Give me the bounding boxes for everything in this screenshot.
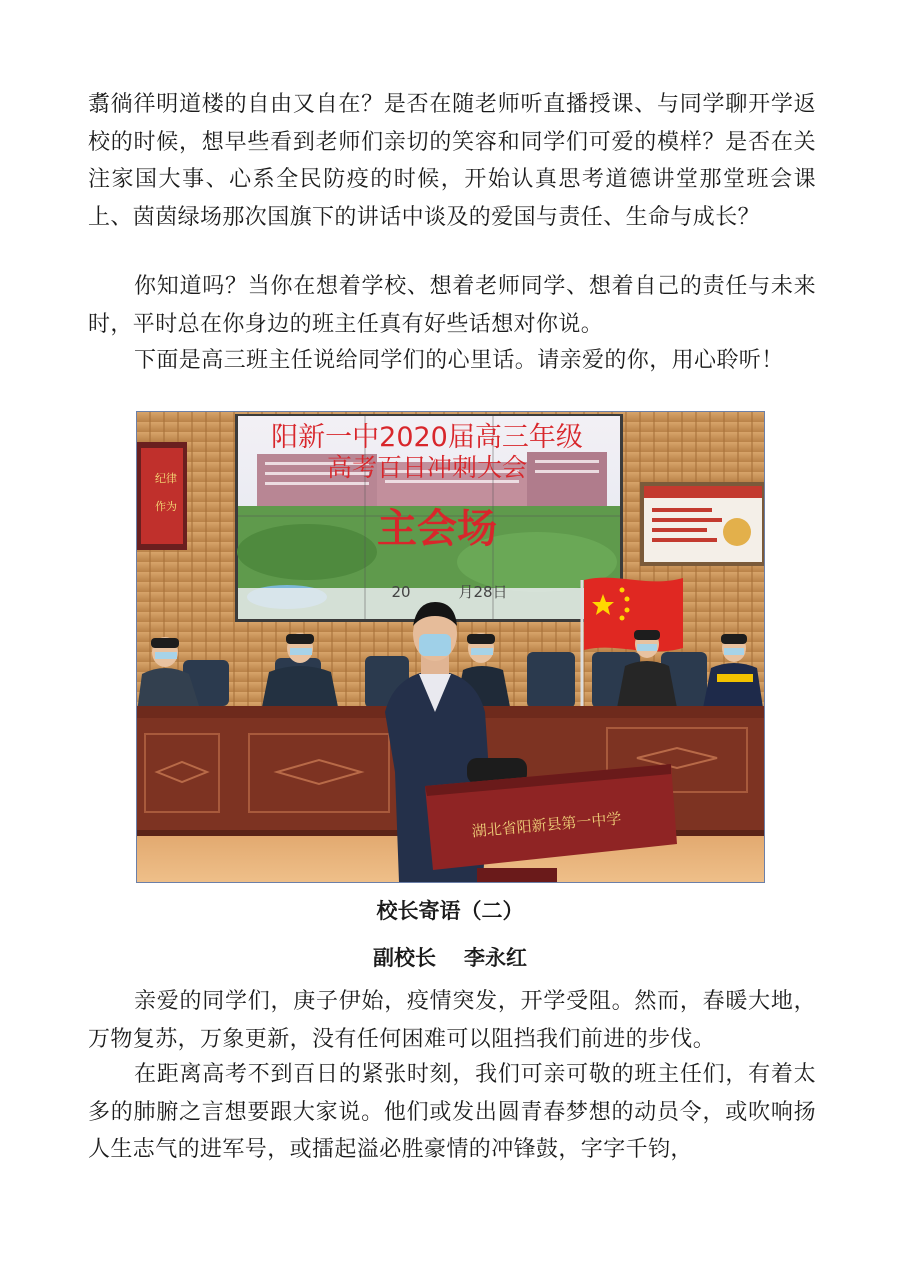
screen-title-line-2: 高考百日冲刺大会 (326, 453, 528, 482)
author-name: 李永红 (464, 946, 527, 970)
author-byline (0, 942, 900, 972)
author-role: 副校长 (373, 946, 436, 970)
paragraph-invitation: 下面是高三班主任说给同学们的心里话。请亲爱的你，用心聆听！ (134, 348, 784, 373)
podium-school-name: 湖北省阳新县第一中学 (471, 809, 623, 841)
paragraph-intro: 翥徜徉明道楼的自由又自在？是否在随老师听直播授课、与同学聊开学返校的时候，想早些看到老师们亲切的笑容和同学们可爱的模样？是否在关注家国大事、心系全民防疫的时候，开始认真思考道德讲堂那堂班会课上、茵茵绿场那次国旗下的讲话中谈及的爱国与责任、生命与成长？ (88, 92, 816, 230)
left-banner-text-1: 纪律 (155, 472, 177, 485)
screen-title-line-1: 阳新一中2020届高三年级 (271, 422, 583, 453)
paragraph-teachers: 你知道吗？当你在想着学校、想着老师同学、想着自己的责任与未来时，平时总在你身边的班主任真有好些话想对你说。 (88, 274, 816, 337)
event-photo (136, 411, 765, 883)
screen-date-left: 20 (391, 583, 411, 601)
paragraph-countdown: 在距离高考不到百日的紧张时刻，我们可亲可敬的班主任们，有着太多的肺腑之言想要跟大家说。他们或发出圆青春梦想的动员令，或吹响扬人生志气的进军号，或擂起溢必胜豪情的冲锋鼓，字字千钧， (88, 1062, 816, 1162)
paragraph-greeting: 亲爱的同学们，庚子伊始，疫情突发，开学受阻。然而，春暖大地，万物复苏，万象更新，没有任何困难可以阻挡我们前进的步伐。 (88, 989, 816, 1052)
screen-title-line-3: 主会场 (377, 506, 497, 552)
screen-date-right: 月28日 (458, 583, 508, 601)
left-wall-banner (137, 442, 187, 550)
section-heading: 校长寄语（二） (376, 899, 524, 923)
led-screen (235, 414, 623, 622)
right-wall-banner (640, 482, 765, 566)
left-banner-text-2: 作为 (155, 500, 177, 513)
